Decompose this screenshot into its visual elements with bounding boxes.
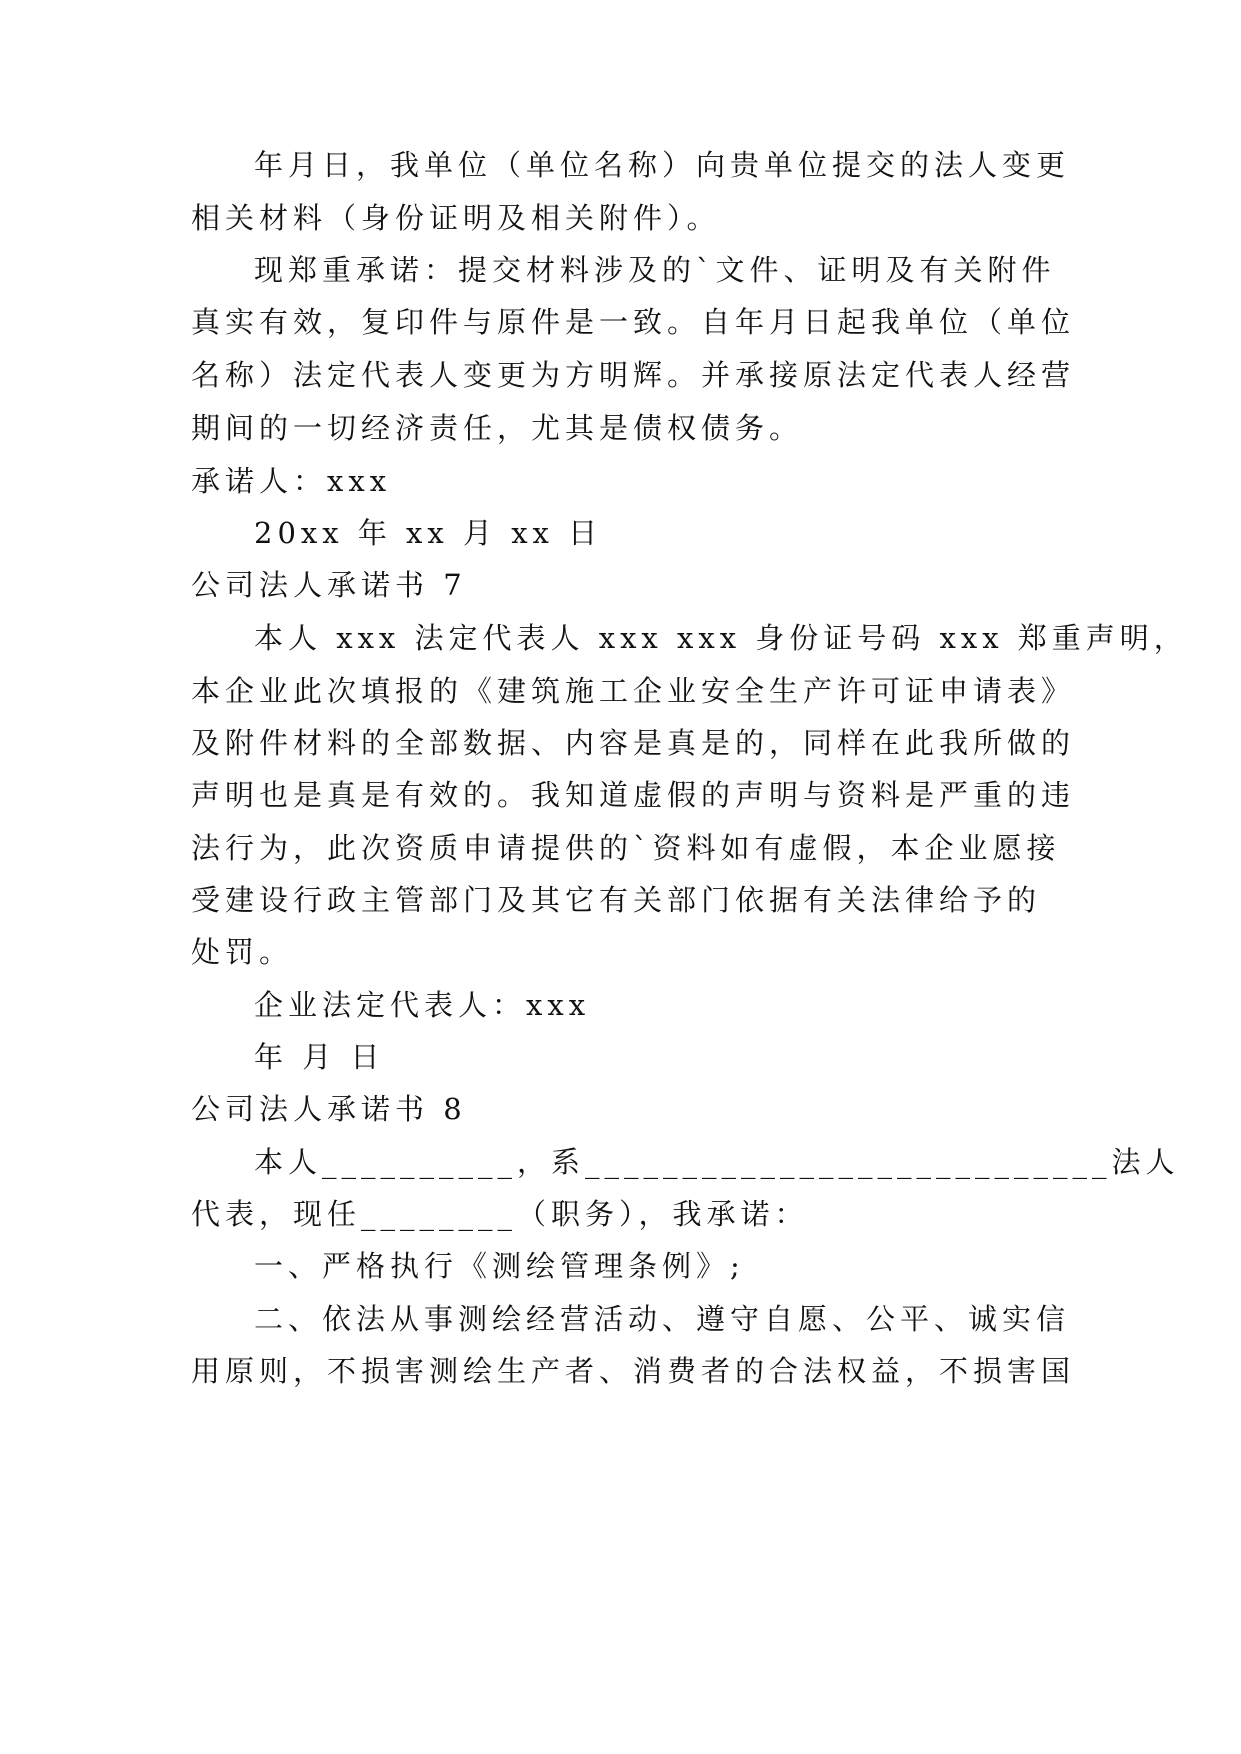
paragraph-line: 本企业此次填报的《建筑施工企业安全生产许可证申请表》 <box>191 674 1076 708</box>
paragraph-line: 期间的一切经济责任，尤其是债权债务。 <box>191 411 804 445</box>
paragraph-line: 法行为，此次资质申请提供的`资料如有虚假，本企业愿接 <box>191 831 1061 865</box>
paragraph-line: 年月日，我单位（单位名称）向贵单位提交的法人变更 <box>254 148 1071 182</box>
paragraph-line: 及附件材料的全部数据、内容是真是的，同样在此我所做的 <box>191 726 1076 760</box>
signer-line: 承诺人：xxx <box>191 464 392 498</box>
paragraph-line: 本人 xxx 法定代表人 xxx xxx 身份证号码 xxx 郑重声明， <box>254 621 1188 655</box>
paragraph-line: 相关材料（身份证明及相关附件）。 <box>191 201 721 235</box>
paragraph-line: 用原则，不损害测绘生产者、消费者的合法权益，不损害国 <box>191 1354 1076 1388</box>
paragraph-line: 名称）法定代表人变更为方明辉。并承接原法定代表人经营 <box>191 358 1076 392</box>
paragraph-line: 一、严格执行《测绘管理条例》; <box>254 1249 745 1283</box>
paragraph-line: 真实有效，复印件与原件是一致。自年月日起我单位（单位 <box>191 305 1076 339</box>
paragraph-line: 现郑重承诺：提交材料涉及的`文件、证明及有关附件 <box>254 253 1056 287</box>
paragraph-line: 代表，现任________（职务），我承诺： <box>191 1197 809 1231</box>
section-title: 公司法人承诺书 7 <box>191 568 467 602</box>
paragraph-line: 声明也是真是有效的。我知道虚假的声明与资料是严重的违 <box>191 778 1076 812</box>
paragraph-line: 处罚。 <box>191 935 294 969</box>
date-line: 年 月 日 <box>254 1040 385 1074</box>
paragraph-line: 受建设行政主管部门及其它有关部门依据有关法律给予的 <box>191 883 1042 917</box>
signer-line: 企业法定代表人：xxx <box>254 988 591 1022</box>
paragraph-line: 二、依法从事测绘经营活动、遵守自愿、公平、诚实信 <box>254 1302 1071 1336</box>
section-title: 公司法人承诺书 8 <box>191 1092 467 1126</box>
paragraph-line: 本人__________，系___________________________法人 <box>254 1145 1180 1179</box>
date-line: 20xx 年 xx 月 xx 日 <box>254 516 603 550</box>
